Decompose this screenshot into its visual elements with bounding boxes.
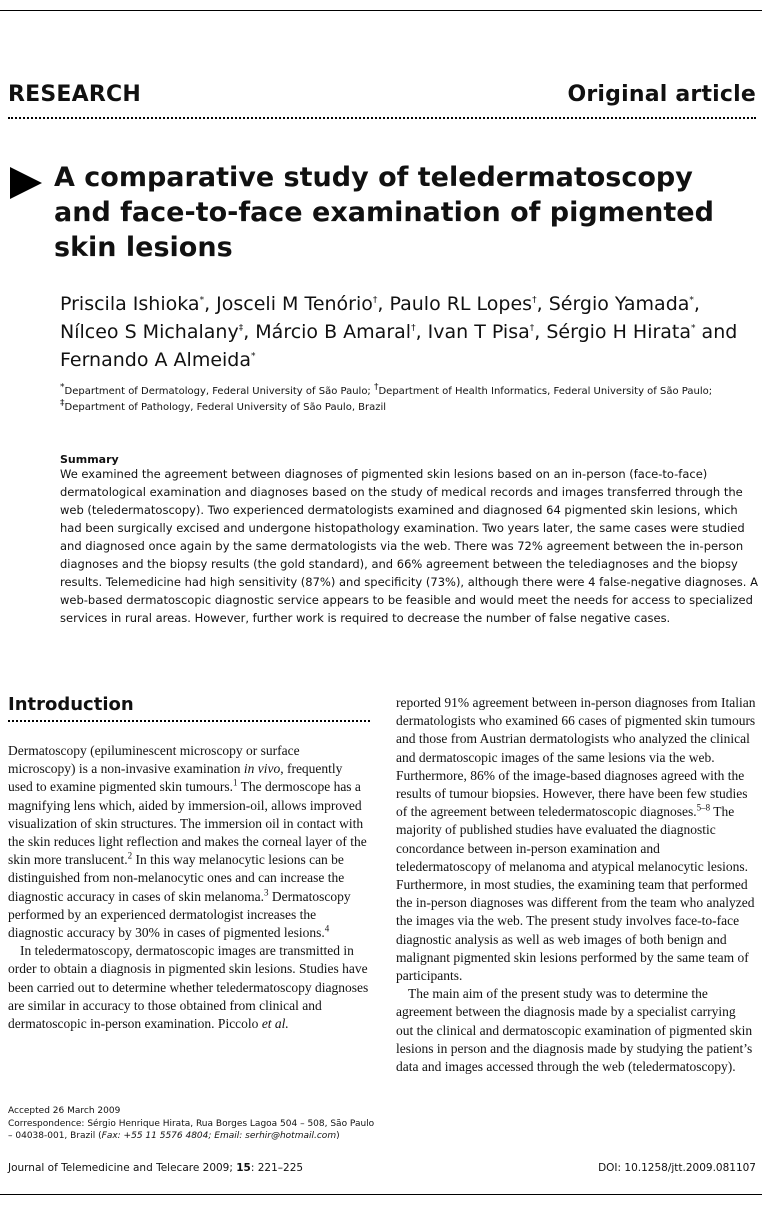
paragraph-text: Dermatoscopy (epiluminescent microscopy or surface microscopy) is a non-invasive examination bbox=[8, 743, 300, 777]
paragraph-text: , frequently used to examine pigmented skin tumours. bbox=[8, 761, 343, 795]
author-affiliation-mark: ‡ bbox=[238, 323, 244, 334]
journal-volume: 15 bbox=[236, 1162, 251, 1174]
affiliation-mark: † bbox=[373, 382, 379, 393]
paragraph-text: Dermatoscopy performed by an experienced dermatologist increases the diagnostic accuracy by 30% in cases of pigmented lesions. bbox=[8, 888, 351, 941]
paragraph bbox=[396, 694, 756, 985]
author-affiliation-mark: * bbox=[689, 295, 694, 306]
author-separator: , bbox=[534, 321, 547, 343]
paragraph bbox=[396, 985, 756, 1076]
author-name: Nílceo S Michalany bbox=[60, 321, 239, 343]
author bbox=[255, 321, 415, 343]
affiliations bbox=[60, 384, 760, 416]
paragraph bbox=[8, 742, 370, 942]
correspondence-text: Correspondence: Sérgio Henrique Hirata, Rua Borges Lagoa 504 – 508, São Paulo – 04038-001, Brazil ( bbox=[8, 1118, 375, 1141]
paragraph-text: In teledermatoscopy, dermatoscopic images are transmitted in order to obtain a diagnosis in pigmented skin lesions. Studies have been carried out to determine whether teledermatoscopy diagnoses are similar in accuracy to those obtained from clinical and dermatoscopic in-person examination. Piccolo bbox=[8, 943, 369, 1032]
author bbox=[546, 321, 695, 343]
author bbox=[60, 293, 204, 315]
author-separator: , bbox=[415, 321, 428, 343]
author-separator: , bbox=[693, 293, 700, 315]
paragraph-citation-ref: 5–8 bbox=[696, 802, 711, 813]
affiliation bbox=[60, 382, 374, 397]
author bbox=[60, 321, 243, 343]
section-label: RESEARCH bbox=[8, 82, 141, 107]
author bbox=[428, 321, 535, 343]
affiliation bbox=[60, 398, 387, 413]
bottom-rule bbox=[0, 1194, 762, 1195]
author-separator: , bbox=[536, 293, 549, 315]
author-affiliation-mark: † bbox=[529, 323, 535, 334]
affiliation-text: Department of Dermatology, Federal University of São Paulo; bbox=[64, 386, 374, 397]
paragraph-citation-ref: 1 bbox=[232, 777, 238, 788]
header-dotted-rule bbox=[8, 117, 756, 119]
affiliation-mark: ‡ bbox=[60, 398, 65, 409]
summary-heading: Summary bbox=[60, 453, 119, 466]
author-affiliation-mark: * bbox=[691, 323, 696, 334]
journal-citation bbox=[8, 1162, 303, 1174]
author-name: Fernando A Almeida bbox=[60, 349, 252, 371]
paragraph-italic: et al. bbox=[261, 1016, 289, 1032]
author-name: Sérgio Yamada bbox=[548, 293, 690, 315]
introduction-dotted-rule bbox=[8, 720, 370, 722]
paragraph-italic: in vivo bbox=[243, 761, 281, 777]
author-list bbox=[60, 290, 760, 374]
paragraph-text: reported 91% agreement between in-person diagnoses from Italian dermatologists who examined 66 cases of pigmented skin tumours and those from Austrian dermatologists who analyzed the clinical and dermatoscopic images of the same lesions via the web. Furthermore, 86% of the image-based diagnoses agreed with the results of tumour biopsies. However, there have been few studies of the agreement between teledermatoscopic diagnoses. bbox=[396, 695, 756, 820]
author bbox=[390, 293, 537, 315]
affiliation-text: Department of Health Informatics, Federal University of São Paulo; bbox=[378, 386, 713, 397]
accepted-date: Accepted 26 March 2009 bbox=[8, 1106, 121, 1116]
author-separator: , bbox=[243, 321, 256, 343]
author bbox=[549, 293, 694, 315]
title-arrow-icon bbox=[10, 167, 42, 199]
article-title: A comparative study of teledermatoscopy and face-to-face examination of pigmented skin lesions bbox=[54, 162, 714, 263]
paragraph-text: The majority of published studies have evaluated the diagnostic concordance between in-person examination and teledermatoscopy of melanoma and atypical melanocytic lesions. Furthermore, in most studies, the examining team that performed the in-person diagnoses was different from the team who analyzed the images via the web. The present study involves face-to-face diagnostic analysis as well as web images of both benign and malignant pigmented skin lesions performed by the same team of participants. bbox=[396, 804, 755, 984]
top-rule bbox=[0, 10, 762, 11]
author-name: Sérgio H Hirata bbox=[546, 321, 692, 343]
paragraph-text: The dermoscope has a magnifying lens which, aided by immersion-oil, allows improved visualization of skin structures. The immersion oil in contact with the skin reduces light reflection and makes the corneal layer of the skin more translucent. bbox=[8, 779, 367, 868]
introduction-heading: Introduction bbox=[8, 694, 134, 715]
author-affiliation-mark: † bbox=[532, 295, 537, 306]
affiliation-text: Department of Pathology, Federal University of São Paulo, Brazil bbox=[64, 402, 387, 413]
author-separator: and bbox=[695, 321, 738, 343]
journal-pages: : 221–225 bbox=[250, 1162, 304, 1174]
author-name: Ivan T Pisa bbox=[427, 321, 530, 343]
author-affiliation-mark: † bbox=[372, 295, 378, 306]
doi: DOI: 10.1258/jtt.2009.081107 bbox=[598, 1162, 756, 1174]
author bbox=[216, 293, 377, 315]
affiliation-mark: * bbox=[60, 382, 65, 393]
paragraph-text: In this way melanocytic lesions can be distinguished from non-melanocytic ones and can increase the diagnostic accuracy in cases of skin melanoma. bbox=[8, 852, 345, 904]
introduction-column-left bbox=[8, 742, 370, 1033]
article-notes bbox=[8, 1105, 378, 1143]
paragraph-text: The main aim of the present study was to determine the agreement between the diagnosis made by a specialist carrying out the clinical and dermatoscopic examination of pigmented skin lesions in person and the diagnosis made by studying the patient’s data and images accessed through the web (teledermatoscopy). bbox=[396, 986, 753, 1075]
summary-text: We examined the agreement between diagnoses of pigmented skin lesions based on an in-person (face-to-face) dermatological examination and diagnoses based on the study of medical records and images transferred through the web (teledermatoscopy). Two experienced dermatologists examined and diagnosed 64 pigmented skin lesions, which had been surgically excised and undergone histopathology examination. Two years later, the same cases were studied and diagnosed once again by the same dermatologists via the web. There was 72% agreement between the in-person diagnoses and the biopsy results (the gold standard), and 66% agreement between the telediagnoses and the biopsy results. Telemedicine had high sensitivity (87%) and specificity (73%), although there were 4 false-negative diagnoses. A web-based dermatoscopic diagnostic service appears to be feasible and would meet the needs for access to specialized services in rural areas. However, further work is required to decrease the number of false negative cases. bbox=[60, 467, 758, 625]
author-name: Márcio B Amaral bbox=[255, 321, 412, 343]
author bbox=[60, 349, 256, 371]
paragraph bbox=[8, 942, 370, 1033]
correspondence-italic: Fax: +55 11 5576 4804; Email: serhir@hotmail.com bbox=[101, 1131, 337, 1141]
paragraph-citation-ref: 4 bbox=[324, 923, 330, 934]
author-affiliation-mark: * bbox=[251, 351, 256, 362]
correspondence-text: ) bbox=[336, 1131, 340, 1141]
paragraph-citation-ref: 3 bbox=[264, 887, 269, 898]
author-affiliation-mark: † bbox=[411, 323, 416, 334]
author-name: Paulo RL Lopes bbox=[389, 293, 533, 315]
affiliation bbox=[373, 382, 713, 397]
author-affiliation-mark: * bbox=[199, 295, 205, 306]
author-separator: , bbox=[204, 293, 217, 315]
author-name: Josceli M Tenório bbox=[216, 293, 373, 315]
paragraph-citation-ref: 2 bbox=[127, 850, 133, 861]
journal-name: Journal of Telemedicine and Telecare 2009; bbox=[8, 1162, 237, 1174]
introduction-column-right bbox=[396, 694, 756, 1076]
article-type-label: Original article bbox=[567, 82, 756, 107]
correspondence bbox=[8, 1118, 378, 1143]
author-name: Priscila Ishioka bbox=[60, 293, 200, 315]
author-separator: , bbox=[377, 293, 390, 315]
